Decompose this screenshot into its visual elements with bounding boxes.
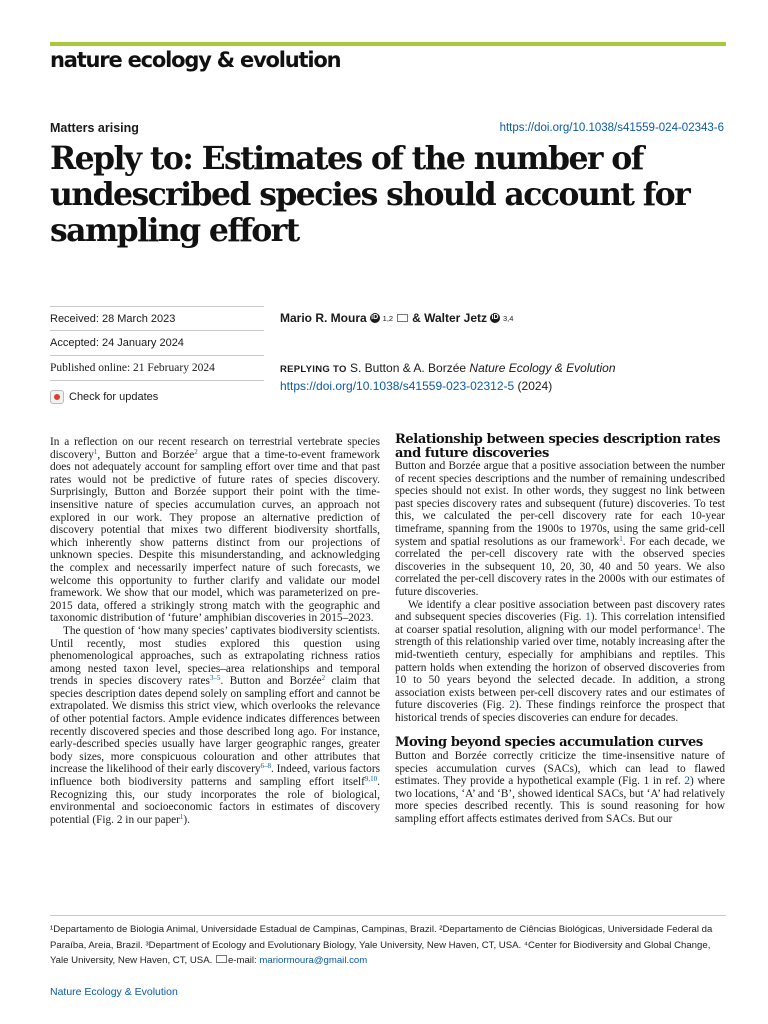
received-date: Received: 28 March 2023 xyxy=(50,306,264,331)
orcid-icon[interactable]: iD xyxy=(491,314,499,321)
replying-journal: Nature Ecology & Evolution xyxy=(469,361,616,375)
section-label: Matters arising xyxy=(50,121,139,135)
reference-link[interactable]: 6–8 xyxy=(260,762,271,771)
check-updates-button[interactable] xyxy=(50,381,264,406)
check-updates-label: Check for updates xyxy=(69,390,159,403)
replying-names: S. Button & A. Borzée xyxy=(350,361,467,375)
reference-link[interactable]: 1 xyxy=(93,447,98,456)
body-column-left xyxy=(50,436,380,826)
published-date: Published online: 21 February 2024 xyxy=(50,356,264,381)
paragraph: Button and Borzée correctly criticize the time-insensitive nature of species accumulation curves (SACs), which can lead to flawed estimates. They provide a hypothetical example (Fig. 1 in ref. 2) where two locations, ‘A’ and ‘B’, showed identical SACs, but ‘A’ had relatively more species described recently. This is sound reasoning for how sampling effort affects estimates derived from SACs. But our xyxy=(395,749,725,825)
reference-link[interactable]: 1 xyxy=(697,622,702,631)
replying-to xyxy=(280,360,730,394)
reference-link[interactable]: 2 xyxy=(321,674,326,683)
author-affiliation: 1,2 xyxy=(382,313,394,323)
article-doi-link[interactable]: https://doi.org/10.1038/s41559-024-02343-6 xyxy=(499,122,724,134)
figure-link[interactable]: 2 xyxy=(509,699,516,712)
article-title: Reply to: Estimates of the number of undescribed species should account for sampling effort xyxy=(50,140,690,249)
footnote-divider xyxy=(50,915,726,916)
article-dates xyxy=(50,306,264,406)
reference-link[interactable]: 9,10 xyxy=(364,775,378,784)
author-name[interactable]: & Walter Jetz xyxy=(412,311,488,325)
reference-link[interactable]: 1 xyxy=(619,534,623,543)
email-icon[interactable] xyxy=(397,314,408,322)
section-heading: Moving beyond species accumulation curves xyxy=(395,735,703,751)
affiliations-footnote: ¹Departamento de Biologia Animal, Universidade Estadual de Campinas, Campinas, Brazil. ²Departamento de Ciências Biológicas, Universidade Federal da Paraíba, Areia, Brazil. ³Department of Ecology and Evolutionary Biology, Yale University, New Haven, CT, USA. ⁴Center for Biodiversity and Global Change, Yale University, New Haven, CT, USA. e-mail: mariormoura@gmail.com xyxy=(50,924,713,966)
author-list xyxy=(280,311,513,325)
reference-link[interactable]: 2 xyxy=(684,775,690,788)
section-heading: Relationship between species description rates and future discoveries xyxy=(395,432,721,461)
paragraph: Button and Borzée argue that a positive association between the number of recent species descriptions and the number of remaining undescribed species should not exist. In other words, they suggest no link between past species discovery rates and subsequent (future) discoveries. To test this, we calculated the per-cell discovery rate for each 10-year timeframe, spanning from the 1900s to 1970s, using the same grid-cell system and spatial resolutions as our framework$^1$. For each decade, we correlated the per-cell discovery rate with the observed species discoveries in the subsequent 10, 20, 30, 40 and 50 years. We also correlated the per-cell discovery rates in the 2000s with our estimates of future discoveries. xyxy=(395,460,725,598)
check-updates-icon xyxy=(50,390,64,404)
paragraph: We identify a clear positive association between past discovery rates and subsequent species discoveries (Fig. 1). This correlation intensified at coarser spatial resolution, aligning with our model performance$^1$. The strength of this relationship varied over time, notably increasing after the mid-twentieth century, especially for amphibians and reptiles. This pattern holds when extending the horizon of observed discoveries from 10 to 50 years beyond the selected decade. In addition, a strong association exists between per-cell discovery rates and our estimates of future discoveries (Fig. 2). These findings reinforce the prospect that historical trends of species discoveries can endure for decades. xyxy=(395,598,725,724)
orcid-icon[interactable]: iD xyxy=(371,314,379,321)
replying-year: (2024) xyxy=(517,379,553,393)
accepted-date: Accepted: 24 January 2024 xyxy=(50,331,264,356)
paragraph: The question of ‘how many species’ captivates biodiversity scientists. Until recently, most studies explored this question using phenomenological approaches, such as extrapolating richness ratios among nested taxon level, species–area relationships and temporal trends in species discovery rates$^{3-5}$. Button and Borzée$^2$ claim that species description dates depend solely on sampling effort and cannot be extrapolated. We dismiss this strict view, which overlooks the relevance of other potential factors. Ample evidence indicates differences between recently discovered species and those described long ago. For instance, early-described species usually have larger geographic ranges, greater body sizes, more conspicuous colouration and other attributes that increase the likelihood of their early discovery$^{6-8}$. Indeed, various factors influence both biodiversity patterns and sampling effort itself$^{9,10}$. Recognizing this, our study incorporates the role of biological, environmental and socioeconomic factors in estimates of discovery potential (Fig. 2 in our paper$^1$). xyxy=(50,624,381,826)
email-link[interactable]: mariormoura@gmail.com xyxy=(259,955,368,966)
author-affiliation: 3,4 xyxy=(503,313,514,323)
body-column-right xyxy=(395,433,725,826)
reference-link[interactable]: 1 xyxy=(179,812,184,821)
journal-accent-bar xyxy=(50,42,726,46)
footer-journal[interactable]: Nature Ecology & Evolution xyxy=(50,986,178,998)
reference-link[interactable]: 3–5 xyxy=(209,674,221,683)
replying-doi-link[interactable]: https://doi.org/10.1038/s41559-023-02312-5 xyxy=(280,379,515,393)
reference-link[interactable]: 2 xyxy=(194,447,198,456)
author-name[interactable]: Mario R. Moura xyxy=(280,311,367,325)
paragraph: In a reflection on our recent research on terrestrial vertebrate species discovery$^1$, Button and Borzée$^2$ argue that a time-to-event framework does not adequately account for sampling effort over time and that past rates would not be predictive of future rates of species discovery. Surprisingly, Button and Borzée support their point with the time-insensitive nature of species accumulation curves, an approach not explored in our work. They propose an alternative prediction of discovery potential that mixes two different biodiversity shortfalls, which inherently show patterns distinct from our projections of unknown species. Despite this misunderstanding, and acknowledging the complex and necessarily imperfect nature of such forecasts, we welcome this opportunity to further clarify and validate our model framework. We show that our model, which was parameterized on pre-2015 data, offered a strikingly strong match with the geographic and taxonomic distribution of ‘future’ amphibian discoveries in 2015–2023. xyxy=(50,436,380,625)
figure-link[interactable]: 1 xyxy=(585,611,591,624)
replying-tag: REPLYING TO xyxy=(280,364,347,375)
journal-name: nature ecology & evolution xyxy=(50,48,341,72)
email-icon xyxy=(216,955,227,963)
